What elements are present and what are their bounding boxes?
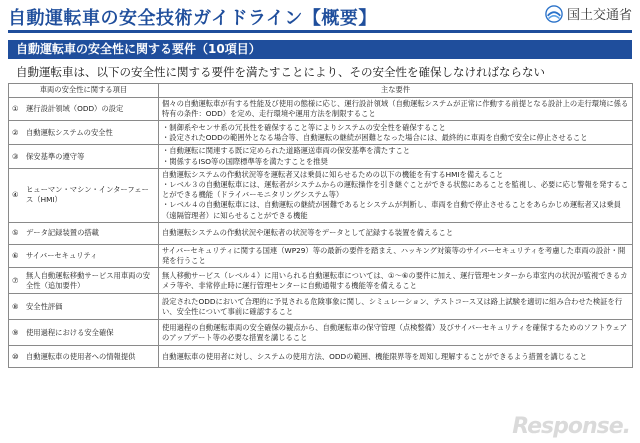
requirement-text: 自動運転システムの作動状況等を運転者又は乗員に知らせるための以下の機能を有するHMIを備えること [162, 169, 504, 179]
requirement-cell [159, 244, 633, 267]
requirement-text: ・設定されたODDの範囲外となる場合等、自動運転の継続が困難となった場合には、最終的に車両を自動で安全に停止させること [162, 132, 588, 142]
requirement-text: ・関係するISO等の国際標準等を満たすことを推奨 [162, 156, 328, 166]
intro-text: 自動運転車は、以下の安全性に関する要件を満たすことにより、その安全性を確保しなければならない [16, 65, 545, 79]
item-label: 安全性評価 [26, 301, 63, 311]
item-label: 自動運転車の使用者への情報提供 [26, 351, 136, 361]
item-label: 使用過程における安全確保 [26, 327, 114, 337]
item-number: ⑤ [12, 228, 19, 238]
item-number: ⑦ [12, 275, 19, 285]
requirement-cell [159, 168, 633, 222]
item-cell [9, 222, 159, 244]
table-row [9, 98, 633, 121]
item-label: データ記録装置の搭載 [26, 228, 99, 238]
requirement-text: ・レベル３の自動運転車には、運転者がシステムからの運転操作を引き継ぐことができる状態にあることを監視し、必要に応じ警報を発することができる機能（ドライバーモニタリングシステム等） [162, 180, 629, 200]
requirement-cell [159, 268, 633, 294]
item-cell [9, 168, 159, 222]
requirement-cell [159, 98, 633, 121]
item-number: ② [12, 127, 19, 137]
item-cell [9, 346, 159, 368]
mlit-logo-icon [545, 5, 563, 23]
table-row [9, 346, 633, 368]
item-number: ④ [12, 190, 19, 200]
item-cell [9, 121, 159, 145]
column-header-requirements: 主な要件 [159, 84, 633, 98]
item-cell [9, 244, 159, 267]
item-number: ⑩ [12, 351, 19, 361]
item-label: ヒューマン・マシン・インターフェース（HMI） [26, 185, 149, 205]
table-row [9, 244, 633, 267]
table-row [9, 268, 633, 294]
title-underline [8, 30, 632, 33]
table-row [9, 320, 633, 346]
requirement-text: 自動運転システムの作動状況や運転者の状況等をデータとして記録する装置を備えること [162, 228, 454, 238]
table-row [9, 294, 633, 320]
requirement-cell [159, 121, 633, 145]
requirement-text: 設定されたODDにおいて合理的に予見される危険事象に関し、シミュレーション、テストコース又は路上試験を適切に組み合わせた検証を行い、安全性について事前に確認すること [162, 296, 623, 316]
requirements-table [8, 83, 633, 368]
item-label: 保安基準の遵守等 [26, 151, 85, 161]
requirement-text: ・自動運転に関連する既に定められた道路運送車両の保安基準を満たすこと [162, 146, 411, 156]
requirement-cell [159, 145, 633, 168]
table-header-row [9, 84, 633, 98]
item-cell [9, 145, 159, 168]
item-label: 運行設計領域（ODD）の設定 [26, 104, 124, 114]
item-cell [9, 268, 159, 294]
watermark-logo: Response. [512, 414, 630, 439]
table-row [9, 222, 633, 244]
item-label: 無人自動運転移動サービス用車両の安全性（追加要件） [26, 270, 151, 290]
item-number: ⑨ [12, 327, 19, 337]
item-number: ③ [12, 151, 19, 161]
requirement-text: 自動運転車の使用者に対し、システムの使用方法、ODDの範囲、機能限界等を周知し理解することができるよう措置を講じること [162, 351, 587, 361]
column-header-item: 車両の安全性に関する項目 [9, 84, 159, 98]
requirement-cell [159, 320, 633, 346]
item-cell [9, 320, 159, 346]
requirement-cell [159, 346, 633, 368]
requirement-text: 無人移動サービス（レベル４）に用いられる自動運転車については、①～⑥の要件に加え、運行管理センターから車室内の状況が監視できるカメラ等や、非常停止時に運行管理センターに自動通報する機能等を備えること [162, 270, 628, 290]
item-label: 自動運転システムの安全性 [26, 127, 113, 137]
requirement-text: 個々の自動運転車が有する性能及び使用の態様に応じ、運行設計領域（自動運転システムが正常に作動する前提となる設計上の走行環境に係る特有の条件：ODD）を定め、走行環境や運用方法を制限すること [162, 99, 629, 119]
item-cell [9, 294, 159, 320]
table-row [9, 145, 633, 168]
section-title: 自動運転車の安全性に関する要件（10項目） [8, 40, 632, 59]
item-cell [9, 98, 159, 121]
requirement-text: ・制御系やセンサ系の冗長性を確保すること等によりシステムの安全性を確保すること [162, 122, 446, 132]
table-row [9, 168, 633, 222]
requirement-cell [159, 294, 633, 320]
requirement-text: 使用過程の自動運転車両の安全確保の観点から、自動運転車の保守管理（点検整備）及びサイバーセキュリティを確保するためのソフトウェアのアップデート等の必要な措置を講じること [162, 322, 628, 342]
requirement-cell [159, 222, 633, 244]
page-title: 自動運転車の安全技術ガイドライン【概要】 [8, 8, 377, 29]
item-number: ⑥ [12, 250, 19, 260]
requirement-text: ・レベル４の自動運転車には、自動運転の継続が困難であるとシステムが判断し、車両を自動で停止させることをあらかじめ運転者又は乗員（遠隔管理者）に知らせることができる機能 [162, 200, 621, 220]
header [0, 0, 640, 36]
table-row [9, 121, 633, 145]
item-number: ⑧ [12, 301, 19, 311]
ministry-logo [545, 4, 632, 23]
ministry-name: 国土交通省 [566, 8, 632, 23]
item-label: サイバーセキュリティ [26, 250, 98, 260]
item-number: ① [12, 104, 19, 114]
requirement-text: サイバーセキュリティに関する国連（WP29）等の最新の要件を踏まえ、ハッキング対策等のサイバーセキュリティを考慮した車両の設計・開発を行うこと [162, 245, 626, 266]
